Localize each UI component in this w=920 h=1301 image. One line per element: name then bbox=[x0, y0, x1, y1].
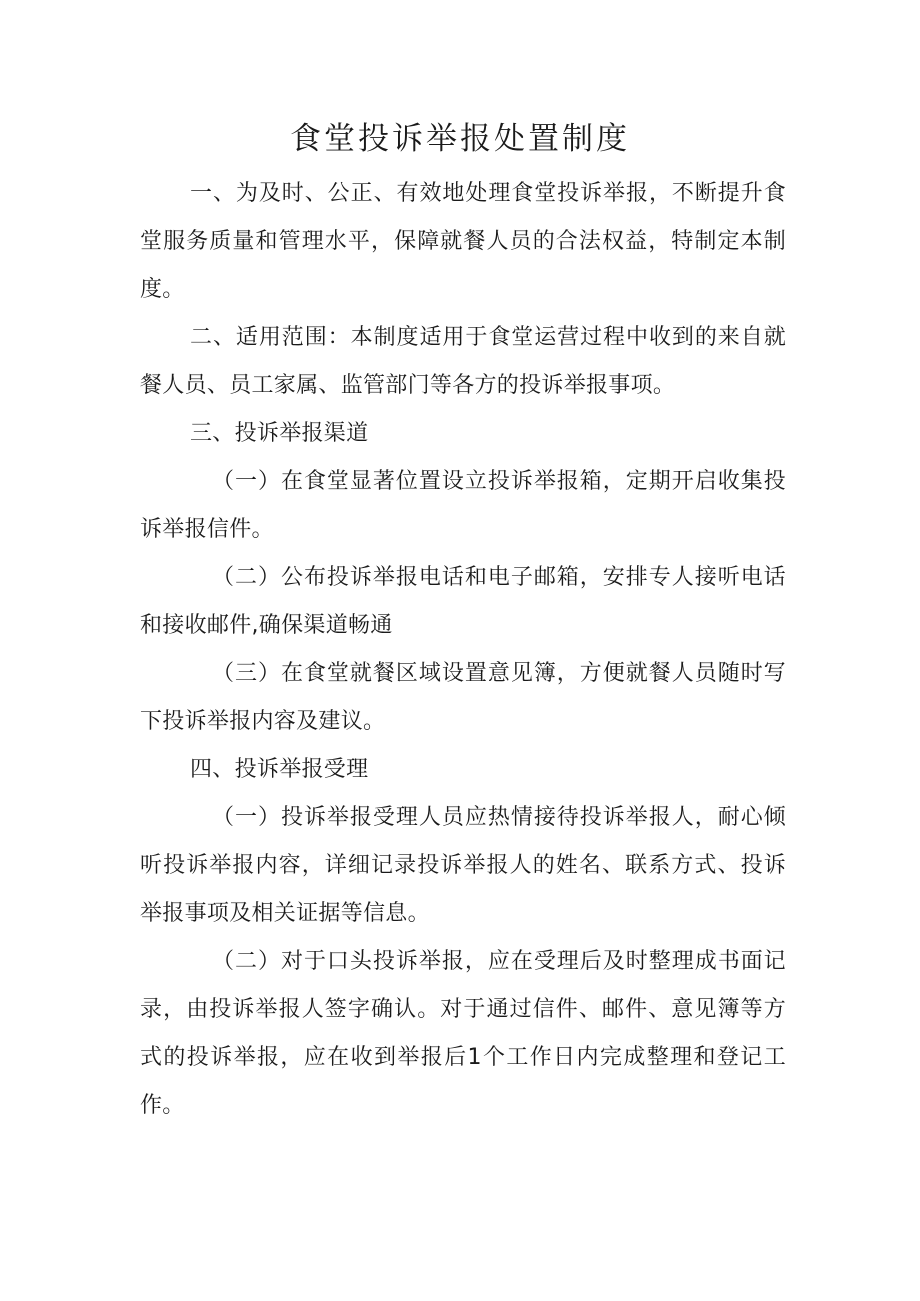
document-body bbox=[140, 170, 786, 1130]
paragraph-channel-box: （一）在食堂显著位置设立投诉举报箱，定期开启收集投诉举报信件。 bbox=[140, 469, 786, 542]
heading-acceptance: 四、投诉举报受理 bbox=[190, 757, 369, 782]
paragraph-channel-opinion-book: （三）在食堂就餐区域设置意见簿，方便就餐人员随时写下投诉举报内容及建议。 bbox=[140, 661, 786, 734]
paragraph-scope: 二、适用范围：本制度适用于食堂运营过程中收到的来自就餐人员、员工家属、监管部门等各方的投诉举报事项。 bbox=[140, 325, 786, 398]
paragraph-channel-phone-email: （二）公布投诉举报电话和电子邮箱，安排专人接听电话和接收邮件,确保渠道畅通 bbox=[140, 565, 786, 638]
paragraph-purpose: 一、为及时、公正、有效地处理食堂投诉举报，不断提升食堂服务质量和管理水平，保障就餐人员的合法权益，特制定本制度。 bbox=[140, 181, 786, 302]
paragraph-acceptance-reception: （一）投诉举报受理人员应热情接待投诉举报人，耐心倾听投诉举报内容，详细记录投诉举报人的姓名、联系方式、投诉举报事项及相关证据等信息。 bbox=[140, 805, 786, 926]
heading-channels: 三、投诉举报渠道 bbox=[190, 421, 369, 446]
document-title: 食堂投诉举报处置制度 bbox=[290, 121, 630, 157]
paragraph-acceptance-recording: （二）对于口头投诉举报，应在受理后及时整理成书面记录，由投诉举报人签字确认。对于通过信件、邮件、意见簿等方式的投诉举报，应在收到举报后1个工作日内完成整理和登记工作。 bbox=[140, 949, 786, 1118]
